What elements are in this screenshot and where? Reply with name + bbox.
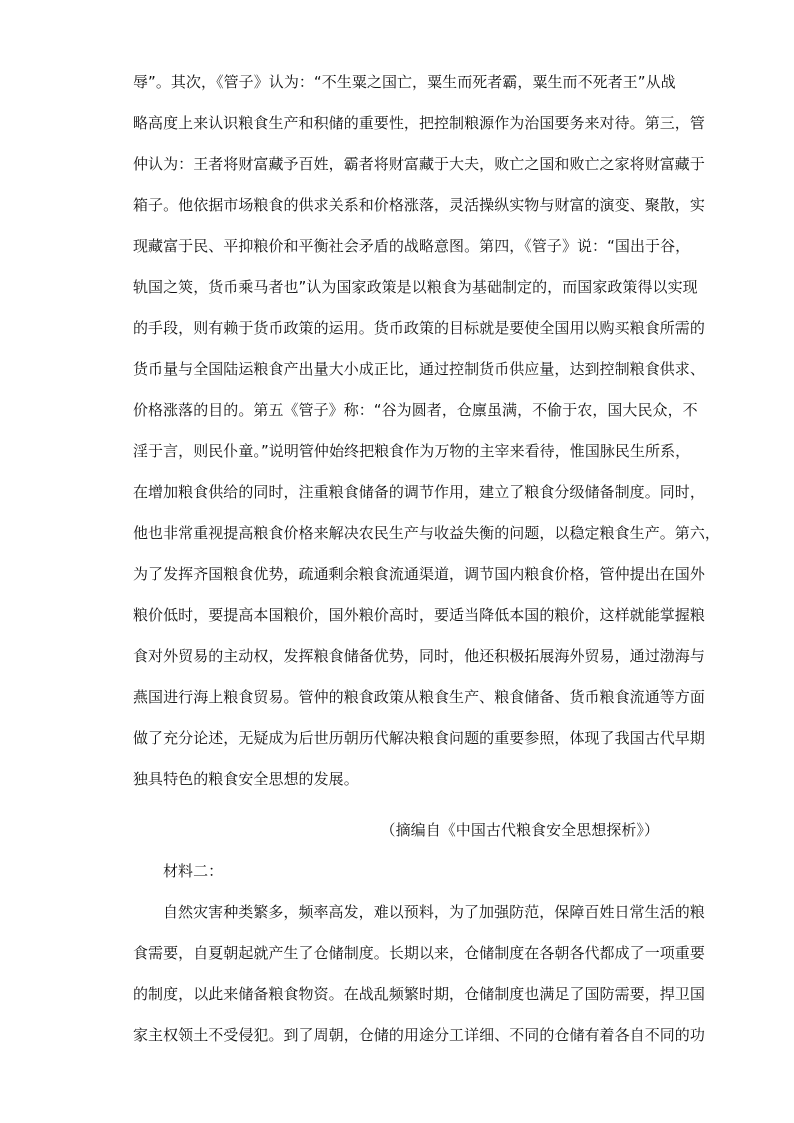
body-line: 粮价低时，要提高本国粮价，国外粮价高时，要适当降低本国的粮价，这样就能掌握粮 [133,606,705,624]
body-line: 食对外贸易的主动权，发挥粮食储备优势，同时，他还积极拓展海外贸易，通过渤海与 [133,647,705,665]
body-line: 辱”。其次，《管子》认为：“不生粟之国亡，粟生而死者霸，粟生而不死者王”从战 [133,73,676,91]
material-line: 的制度，以此来储备粮食物资。在战乱频繁时期，仓储制度也满足了国防需要，捍卫国 [133,985,705,1003]
body-line: 做了充分论述，无疑成为后世历朝历代解决粮食问题的重要参照，体现了我国古代早期 [133,729,705,747]
body-line: 独具特色的粮食安全思想的发展。 [133,770,359,788]
body-line: 的手段，则有赖于货币政策的运用。货币政策的目标就是要使全国用以购买粮食所需的 [133,319,705,337]
body-line: 他也非常重视提高粮食价格来解决农民生产与收益失衡的问题，以稳定粮食生产。第六， [133,524,720,542]
body-line: 箱子。他依据市场粮食的供求关系和价格涨落，灵活操纵实物与财富的演变、聚散，实 [133,196,705,214]
body-line: 轨国之筴，货币乘马者也”认为国家政策是以粮食为基础制定的，而国家政策得以实现 [133,278,698,296]
material-line: 自然灾害种类繁多，频率高发，难以预料，为了加强防范，保障百姓日常生活的粮 [163,903,705,921]
body-line: 淫于言，则民仆童。”说明管仲始终把粮食作为万物的主宰来看待，惟国脉民生所系， [133,442,691,460]
body-line: 略高度上来认识粮食生产和积储的重要性，把控制粮源作为治国要务来对待。第三，管 [133,114,705,132]
material-line: 家主权领土不受侵犯。到了周朝，仓储的用途分工详细、不同的仓储有着各自不同的功 [133,1026,705,1044]
body-line: 货币量与全国陆运粮食产出量大小成正比，通过控制货币供应量，达到控制粮食供求、 [133,360,705,378]
body-line: 价格涨落的目的。第五《管子》称：“谷为圆者，仓廪虽满，不偷于农，国大民众，不 [133,401,698,419]
body-line: 仲认为：王者将财富藏予百姓，霸者将财富藏于大夫，败亡之国和败亡之家将财富藏于 [133,155,705,173]
material-heading: 材料二： [163,862,224,880]
body-line: 在增加粮食供给的同时，注重粮食储备的调节作用，建立了粮食分级储备制度。同时， [133,483,705,501]
source-citation: （摘编自《中国古代粮食安全思想探析》） [380,821,659,839]
material-line: 食需要，自夏朝起就产生了仓储制度。长期以来，仓储制度在各朝各代都成了一项重要 [133,944,705,962]
body-line: 燕国进行海上粮食贸易。管仲的粮食政策从粮食生产、粮食储备、货币粮食流通等方面 [133,688,705,706]
body-line: 为了发挥齐国粮食优势，疏通剩余粮食流通渠道，调节国内粮食价格，管仲提出在国外 [133,565,705,583]
body-line: 现藏富于民、平抑粮价和平衡社会矛盾的战略意图。第四，《管子》说：“国出于谷， [133,237,691,255]
